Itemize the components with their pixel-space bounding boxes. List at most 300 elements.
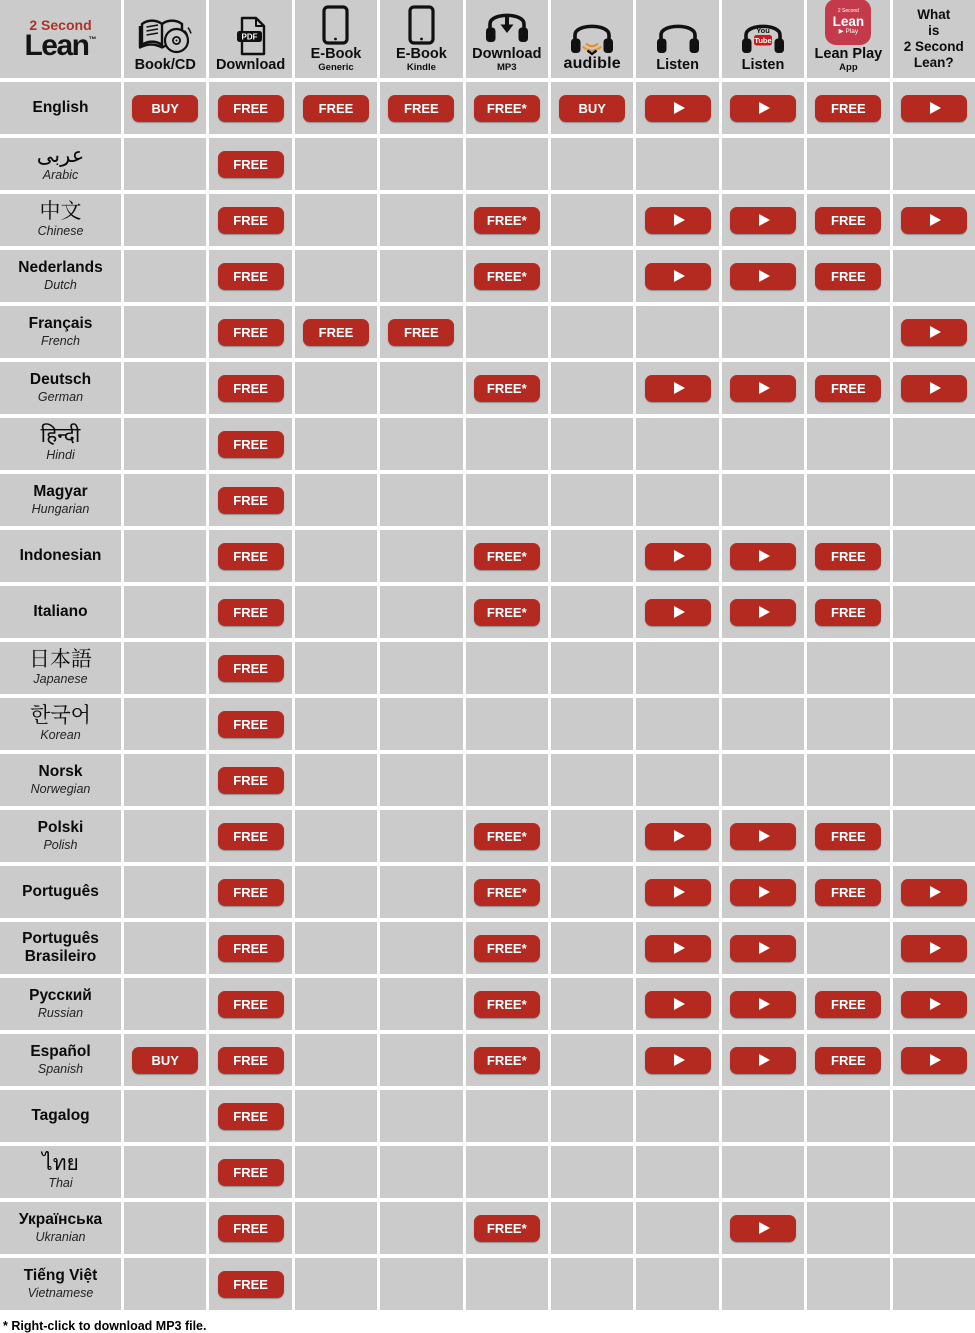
free-button[interactable]: FREE (218, 991, 284, 1018)
column-header-label: Book/CD (134, 56, 196, 73)
youtube-headphones-icon (739, 10, 787, 56)
action-cell-what_is (893, 194, 975, 246)
action-cell-what_is (893, 810, 975, 862)
action-cell-download_pdf (209, 138, 291, 190)
play-button[interactable] (645, 95, 711, 122)
action-cell-what_is (893, 922, 975, 974)
action-cell-ebook_kindle (380, 754, 462, 806)
action-cell-book_cd (124, 1258, 206, 1310)
column-header-label: audible (563, 55, 621, 73)
action-cell-lean_play_app (807, 698, 889, 750)
free-button[interactable]: FREE (218, 1159, 284, 1186)
action-cell-download_pdf (209, 922, 291, 974)
action-cell-ebook_generic (295, 978, 377, 1030)
action-cell-listen (636, 978, 718, 1030)
play-button[interactable] (730, 95, 796, 122)
play-button[interactable] (645, 879, 711, 906)
action-cell-book_cd (124, 642, 206, 694)
language-cell (0, 306, 121, 358)
action-cell-ebook_generic (295, 922, 377, 974)
column-header-label: What (917, 6, 951, 22)
play-icon (674, 998, 685, 1010)
action-cell-audible (551, 754, 633, 806)
language-name: 中文 (39, 199, 82, 223)
action-cell-ebook_generic (295, 306, 377, 358)
action-cell-what_is (893, 1258, 975, 1310)
play-button[interactable] (901, 319, 967, 346)
action-cell-youtube_listen (722, 754, 804, 806)
free-button[interactable]: FREE (218, 599, 284, 626)
language-name: हिन्दी (40, 423, 81, 447)
play-button[interactable] (901, 935, 967, 962)
play-button[interactable] (730, 207, 796, 234)
audible-headphones-icon (568, 10, 616, 56)
action-cell-book_cd (124, 586, 206, 638)
play-icon (759, 998, 770, 1010)
language-cell (0, 250, 121, 302)
language-cell (0, 1034, 121, 1086)
action-cell-book_cd (124, 698, 206, 750)
free-button[interactable]: FREE (218, 1271, 284, 1298)
action-cell-what_is (893, 754, 975, 806)
action-cell-audible (551, 194, 633, 246)
column-header-book_cd (124, 0, 206, 78)
action-cell-what_is (893, 1090, 975, 1142)
action-cell-download_mp3 (466, 866, 548, 918)
free-button[interactable]: FREE (218, 879, 284, 906)
action-cell-what_is (893, 866, 975, 918)
action-cell-listen (636, 250, 718, 302)
play-button[interactable] (645, 543, 711, 570)
action-cell-lean_play_app (807, 474, 889, 526)
action-cell-book_cd (124, 530, 206, 582)
action-cell-audible (551, 82, 633, 134)
action-cell-download_mp3 (466, 698, 548, 750)
action-cell-lean_play_app (807, 754, 889, 806)
action-cell-what_is (893, 138, 975, 190)
play-button[interactable] (901, 991, 967, 1018)
free-button[interactable]: FREE* (474, 543, 540, 570)
column-header-label: Listen (656, 56, 699, 73)
column-header-what_is (893, 0, 975, 78)
free-button[interactable]: FREE (218, 1215, 284, 1242)
action-cell-lean_play_app (807, 1258, 889, 1310)
logo-2second-text: 2 Second (29, 16, 92, 33)
action-cell-download_pdf (209, 754, 291, 806)
play-button[interactable] (645, 599, 711, 626)
free-button[interactable]: FREE (218, 823, 284, 850)
action-cell-what_is (893, 418, 975, 470)
play-icon (930, 102, 941, 114)
action-cell-audible (551, 138, 633, 190)
action-cell-ebook_kindle (380, 362, 462, 414)
action-cell-download_mp3 (466, 306, 548, 358)
action-cell-ebook_kindle (380, 1258, 462, 1310)
action-cell-book_cd (124, 922, 206, 974)
column-header-label: E-Book (310, 46, 362, 63)
column-header-label: is (928, 22, 940, 38)
play-button[interactable] (645, 935, 711, 962)
action-cell-book_cd (124, 1146, 206, 1198)
free-button[interactable]: FREE (815, 1047, 881, 1074)
play-button[interactable] (645, 375, 711, 402)
action-cell-download_pdf (209, 698, 291, 750)
action-cell-youtube_listen (722, 642, 804, 694)
action-cell-lean_play_app (807, 978, 889, 1030)
action-cell-ebook_kindle (380, 418, 462, 470)
free-button[interactable]: FREE* (474, 375, 540, 402)
action-cell-download_pdf (209, 642, 291, 694)
play-icon (674, 550, 685, 562)
language-cell (0, 698, 121, 750)
play-button[interactable] (730, 823, 796, 850)
action-cell-audible (551, 810, 633, 862)
trademark-symbol: ™ (88, 34, 97, 44)
play-button[interactable] (730, 599, 796, 626)
action-cell-youtube_listen (722, 586, 804, 638)
column-header-audible (551, 0, 633, 78)
play-button[interactable] (645, 1047, 711, 1074)
buy-button[interactable]: BUY (559, 95, 625, 122)
language-name: Deutsch (29, 371, 92, 389)
play-icon (674, 270, 685, 282)
free-button[interactable]: FREE (388, 95, 454, 122)
action-cell-ebook_kindle (380, 138, 462, 190)
language-name: Nederlands (18, 259, 103, 277)
action-cell-what_is (893, 306, 975, 358)
svg-text:Tube: Tube (754, 35, 772, 45)
action-cell-download_pdf (209, 1258, 291, 1310)
column-header-ebook_generic (295, 0, 377, 78)
action-cell-youtube_listen (722, 1258, 804, 1310)
free-button[interactable]: FREE (218, 1047, 284, 1074)
free-button[interactable]: FREE (815, 599, 881, 626)
language-name: Русский (29, 987, 92, 1005)
action-cell-audible (551, 1146, 633, 1198)
action-cell-youtube_listen (722, 1202, 804, 1254)
action-cell-youtube_listen (722, 194, 804, 246)
action-cell-ebook_generic (295, 586, 377, 638)
free-button[interactable]: FREE* (474, 1215, 540, 1242)
play-icon (930, 886, 941, 898)
play-button[interactable] (645, 263, 711, 290)
logo-lean-text: Lean™ (24, 28, 97, 62)
language-cell (0, 642, 121, 694)
action-cell-book_cd (124, 82, 206, 134)
buy-button[interactable]: BUY (132, 1047, 198, 1074)
language-english-name: Vietnamese (27, 1285, 94, 1300)
free-button[interactable]: FREE* (474, 879, 540, 906)
action-cell-youtube_listen (722, 1146, 804, 1198)
action-cell-download_pdf (209, 1146, 291, 1198)
action-cell-audible (551, 306, 633, 358)
free-button[interactable]: FREE (218, 935, 284, 962)
play-button[interactable] (901, 879, 967, 906)
play-button[interactable] (901, 1047, 967, 1074)
play-button[interactable] (645, 823, 711, 850)
free-button[interactable]: FREE (815, 879, 881, 906)
play-button[interactable] (730, 1047, 796, 1074)
language-cell (0, 474, 121, 526)
language-cell (0, 978, 121, 1030)
action-cell-lean_play_app (807, 1202, 889, 1254)
action-cell-audible (551, 250, 633, 302)
action-cell-youtube_listen (722, 474, 804, 526)
language-cell (0, 1090, 121, 1142)
language-name: Français (28, 315, 93, 333)
action-cell-lean_play_app (807, 138, 889, 190)
play-button[interactable] (645, 207, 711, 234)
play-icon (674, 102, 685, 114)
free-button[interactable]: FREE (218, 263, 284, 290)
play-button[interactable] (901, 375, 967, 402)
mp3-footnote: * Right-click to download MP3 file. (3, 1319, 207, 1333)
action-cell-what_is (893, 698, 975, 750)
buy-button[interactable]: BUY (132, 95, 198, 122)
action-cell-listen (636, 362, 718, 414)
free-button[interactable]: FREE (815, 375, 881, 402)
action-cell-listen (636, 642, 718, 694)
action-cell-download_mp3 (466, 82, 548, 134)
column-header-label: Listen (741, 56, 785, 73)
action-cell-ebook_kindle (380, 194, 462, 246)
language-cell (0, 586, 121, 638)
action-cell-download_mp3 (466, 362, 548, 414)
language-name: 日本語 (29, 647, 92, 671)
action-cell-what_is (893, 1034, 975, 1086)
free-button[interactable]: FREE (218, 319, 284, 346)
play-icon (674, 830, 685, 842)
free-button[interactable]: FREE (815, 543, 881, 570)
action-cell-audible (551, 642, 633, 694)
action-cell-book_cd (124, 418, 206, 470)
action-cell-download_mp3 (466, 1258, 548, 1310)
action-cell-download_mp3 (466, 1034, 548, 1086)
free-button[interactable]: FREE (815, 263, 881, 290)
play-icon (759, 270, 770, 282)
column-header-youtube_listen (722, 0, 804, 78)
column-header-label: Lean Play (814, 46, 883, 63)
language-name: Українська (18, 1211, 103, 1229)
action-cell-ebook_generic (295, 866, 377, 918)
free-button[interactable]: FREE (815, 991, 881, 1018)
free-button[interactable]: FREE* (474, 991, 540, 1018)
play-icon (674, 606, 685, 618)
action-cell-ebook_kindle (380, 698, 462, 750)
play-icon (759, 886, 770, 898)
column-header-sublabel: Generic (318, 61, 354, 73)
free-button[interactable]: FREE (218, 207, 284, 234)
action-cell-what_is (893, 642, 975, 694)
action-cell-book_cd (124, 754, 206, 806)
language-name: Polski (37, 819, 84, 837)
language-name: عربى (36, 143, 85, 167)
language-cell (0, 194, 121, 246)
free-button[interactable]: FREE (218, 543, 284, 570)
action-cell-ebook_generic (295, 474, 377, 526)
action-cell-what_is (893, 978, 975, 1030)
action-cell-ebook_generic (295, 1146, 377, 1198)
action-cell-ebook_generic (295, 1034, 377, 1086)
action-cell-ebook_generic (295, 1258, 377, 1310)
column-header-sublabel: App (839, 61, 858, 73)
language-name: Brasileiro (24, 948, 97, 965)
free-button[interactable]: FREE (218, 767, 284, 794)
action-cell-download_mp3 (466, 586, 548, 638)
action-cell-ebook_kindle (380, 474, 462, 526)
free-button[interactable]: FREE (218, 375, 284, 402)
language-cell (0, 810, 121, 862)
action-cell-listen (636, 1034, 718, 1086)
column-header-download_mp3 (466, 0, 548, 78)
free-button[interactable]: FREE (218, 151, 284, 178)
free-button[interactable]: FREE (815, 95, 881, 122)
action-cell-download_mp3 (466, 1090, 548, 1142)
play-icon (930, 942, 941, 954)
language-cell (0, 82, 121, 134)
action-cell-lean_play_app (807, 306, 889, 358)
action-cell-youtube_listen (722, 1034, 804, 1086)
free-button[interactable]: FREE (218, 711, 284, 738)
play-button[interactable] (730, 543, 796, 570)
free-button[interactable]: FREE* (474, 95, 540, 122)
free-button[interactable]: FREE (218, 1103, 284, 1130)
free-button[interactable]: FREE (303, 95, 369, 122)
action-cell-book_cd (124, 866, 206, 918)
action-cell-download_mp3 (466, 194, 548, 246)
play-button[interactable] (645, 991, 711, 1018)
action-cell-youtube_listen (722, 922, 804, 974)
language-english-name: Japanese (33, 672, 88, 687)
action-cell-ebook_generic (295, 530, 377, 582)
action-cell-what_is (893, 362, 975, 414)
action-cell-audible (551, 1202, 633, 1254)
action-cell-listen (636, 418, 718, 470)
action-cell-listen (636, 1258, 718, 1310)
column-header-sublabel: Kindle (406, 61, 436, 73)
free-button[interactable]: FREE (815, 823, 881, 850)
action-cell-ebook_kindle (380, 82, 462, 134)
action-cell-listen (636, 922, 718, 974)
action-cell-book_cd (124, 1090, 206, 1142)
play-icon (674, 1054, 685, 1066)
action-cell-book_cd (124, 474, 206, 526)
action-cell-book_cd (124, 362, 206, 414)
headphones-icon (654, 10, 702, 56)
action-cell-ebook_generic (295, 138, 377, 190)
action-cell-youtube_listen (722, 698, 804, 750)
free-button[interactable]: FREE* (474, 935, 540, 962)
action-cell-download_mp3 (466, 1146, 548, 1198)
play-button[interactable] (730, 263, 796, 290)
action-cell-listen (636, 866, 718, 918)
action-cell-ebook_generic (295, 250, 377, 302)
action-cell-download_pdf (209, 586, 291, 638)
play-button[interactable] (901, 95, 967, 122)
action-cell-download_pdf (209, 194, 291, 246)
free-button[interactable]: FREE (388, 319, 454, 346)
action-cell-book_cd (124, 978, 206, 1030)
language-english-name: French (41, 333, 80, 348)
action-cell-lean_play_app (807, 250, 889, 302)
book-cd-icon (138, 10, 192, 56)
action-cell-lean_play_app (807, 1034, 889, 1086)
play-icon (930, 326, 941, 338)
language-cell (0, 530, 121, 582)
play-icon (759, 1054, 770, 1066)
ebook-tablet-icon (408, 0, 435, 45)
action-cell-audible (551, 586, 633, 638)
action-cell-ebook_kindle (380, 810, 462, 862)
free-button[interactable]: FREE* (474, 823, 540, 850)
free-button[interactable]: FREE* (474, 1047, 540, 1074)
language-cell (0, 362, 121, 414)
action-cell-youtube_listen (722, 362, 804, 414)
free-button[interactable]: FREE* (474, 599, 540, 626)
action-cell-ebook_generic (295, 418, 377, 470)
free-button[interactable]: FREE (815, 207, 881, 234)
action-cell-audible (551, 1258, 633, 1310)
play-icon (674, 382, 685, 394)
action-cell-youtube_listen (722, 306, 804, 358)
language-name: 한국어 (30, 703, 91, 727)
play-button[interactable] (730, 375, 796, 402)
action-cell-download_mp3 (466, 754, 548, 806)
language-english-name: Norwegian (30, 781, 91, 796)
lean-logo (0, 0, 121, 78)
column-header-listen (636, 0, 718, 78)
play-button[interactable] (730, 991, 796, 1018)
column-header-lean_play_app (807, 0, 889, 78)
action-cell-ebook_generic (295, 698, 377, 750)
action-cell-download_pdf (209, 866, 291, 918)
play-button[interactable] (730, 1215, 796, 1242)
action-cell-listen (636, 1146, 718, 1198)
language-name: Italiano (33, 603, 88, 621)
play-button[interactable] (730, 935, 796, 962)
language-cell (0, 754, 121, 806)
action-cell-download_mp3 (466, 138, 548, 190)
play-button[interactable] (730, 879, 796, 906)
free-button[interactable]: FREE (218, 431, 284, 458)
action-cell-ebook_kindle (380, 1090, 462, 1142)
free-button[interactable]: FREE* (474, 263, 540, 290)
play-icon (674, 942, 685, 954)
action-cell-ebook_kindle (380, 642, 462, 694)
action-cell-download_mp3 (466, 642, 548, 694)
language-name: English (32, 99, 89, 117)
language-cell (0, 866, 121, 918)
language-name: Indonesian (19, 547, 102, 565)
action-cell-ebook_kindle (380, 866, 462, 918)
free-button[interactable]: FREE (303, 319, 369, 346)
free-button[interactable]: FREE* (474, 207, 540, 234)
action-cell-audible (551, 362, 633, 414)
action-cell-ebook_kindle (380, 586, 462, 638)
action-cell-ebook_generic (295, 642, 377, 694)
language-name: Tagalog (31, 1107, 90, 1125)
play-button[interactable] (901, 207, 967, 234)
free-button[interactable]: FREE (218, 655, 284, 682)
headphones-download-icon (483, 0, 531, 45)
free-button[interactable]: FREE (218, 95, 284, 122)
language-cell (0, 1202, 121, 1254)
action-cell-download_pdf (209, 1202, 291, 1254)
action-cell-what_is (893, 82, 975, 134)
free-button[interactable]: FREE (218, 487, 284, 514)
language-cell (0, 418, 121, 470)
action-cell-listen (636, 138, 718, 190)
